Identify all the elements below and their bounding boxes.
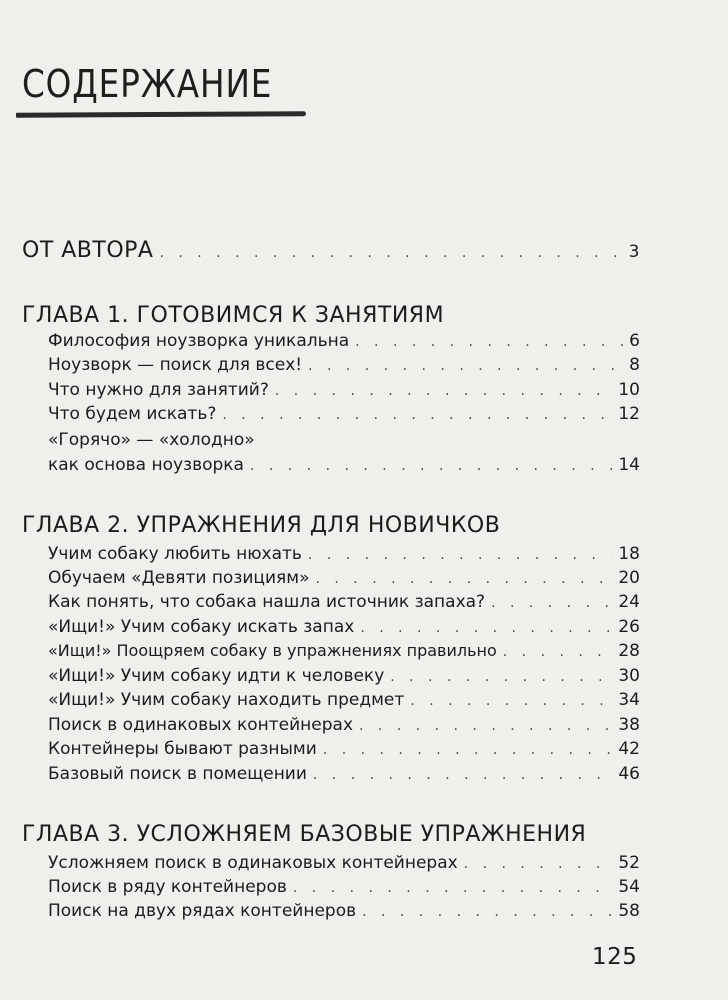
toc-entry-label: «Ищи!» Учим собаку идти к человеку xyxy=(48,666,385,686)
dot-leader xyxy=(313,767,612,783)
dot-leader xyxy=(316,571,613,587)
toc-entry-label: Философия ноузворка уникальна xyxy=(48,331,350,351)
toc-page-number: 3 xyxy=(628,242,640,262)
page-number: 125 xyxy=(592,944,638,970)
toc-entry[interactable] xyxy=(48,592,640,612)
toc-page-number: 34 xyxy=(618,690,640,710)
toc-entry-label: Контейнеры бывают разными xyxy=(48,739,317,759)
toc-entry[interactable] xyxy=(48,404,640,424)
page-title: СОДЕРЖАНИЕ xyxy=(22,62,273,106)
dot-leader xyxy=(360,620,612,636)
dot-leader xyxy=(464,856,613,872)
toc-entry-label: Что нужно для занятий? xyxy=(48,380,269,400)
toc-entry-label: Обучаем «Девяти позициям» xyxy=(48,568,310,588)
dot-leader xyxy=(390,669,612,685)
dot-leader xyxy=(293,880,612,896)
toc-entry-label: Поиск в ряду контейнеров xyxy=(48,877,287,897)
toc-author-label: ОТ АВТОРА xyxy=(22,238,154,263)
toc-entry-label: Как понять, что собака нашла источник запаха? xyxy=(48,592,486,612)
toc-page-number: 52 xyxy=(618,853,640,873)
dot-leader xyxy=(159,245,622,261)
toc-entry[interactable] xyxy=(48,641,640,661)
toc-page-number: 26 xyxy=(618,617,640,637)
toc-entry-label: «Ищи!» Поощряем собаку в упражнениях правильно xyxy=(48,641,497,660)
toc-page-number: 46 xyxy=(618,764,640,784)
toc-entry-label-line1[interactable]: «Горячо» — «холодно» xyxy=(48,430,255,450)
toc-page-number: 8 xyxy=(629,355,640,375)
toc-entry[interactable] xyxy=(48,715,640,735)
toc-entry[interactable] xyxy=(48,355,640,375)
toc-entry-label: Усложняем поиск в одинаковых контейнерах xyxy=(48,853,458,873)
toc-entry[interactable] xyxy=(48,901,640,921)
chapter-heading-3[interactable]: ГЛАВА 3. УСЛОЖНЯЕМ БАЗОВЫЕ УПРАЖНЕНИЯ xyxy=(22,822,587,847)
toc-entry-label: Ноузворк — поиск для всех! xyxy=(48,355,303,375)
toc-page-number: 6 xyxy=(629,331,640,351)
toc-page-number: 20 xyxy=(618,568,640,588)
toc-entry[interactable] xyxy=(48,617,640,637)
toc-entry[interactable] xyxy=(48,690,640,710)
toc-entry[interactable] xyxy=(48,568,640,588)
dot-leader xyxy=(275,383,613,399)
toc-entry[interactable] xyxy=(48,739,640,759)
toc-entry-label: «Ищи!» Учим собаку находить предмет xyxy=(48,690,405,710)
dot-leader xyxy=(222,407,612,423)
toc-entry-label: «Ищи!» Учим собаку искать запах xyxy=(48,617,355,637)
toc-page-number: 24 xyxy=(618,592,640,612)
toc-entry[interactable] xyxy=(48,764,640,784)
toc-page-number: 54 xyxy=(618,877,640,897)
toc-entry[interactable] xyxy=(48,877,640,897)
dot-leader xyxy=(308,358,623,374)
dot-leader xyxy=(308,547,612,563)
toc-entry[interactable] xyxy=(48,666,640,686)
toc-entry-label: Базовый поиск в помещении xyxy=(48,764,307,784)
dot-leader xyxy=(355,334,623,350)
toc-page-number: 58 xyxy=(618,901,640,921)
toc-entry[interactable] xyxy=(48,853,640,873)
toc-page-number: 42 xyxy=(618,739,640,759)
toc-page-number: 18 xyxy=(618,544,640,564)
toc-page-number: 38 xyxy=(618,715,640,735)
toc-entry[interactable] xyxy=(48,544,640,564)
toc-page-number: 10 xyxy=(618,380,640,400)
dot-leader xyxy=(250,458,612,474)
toc-entry[interactable] xyxy=(48,455,640,475)
toc-entry[interactable] xyxy=(48,380,640,400)
toc-entry-label: Учим собаку любить нюхать xyxy=(48,544,302,564)
dot-leader xyxy=(410,693,612,709)
dot-leader xyxy=(359,718,612,734)
toc-page-number: 12 xyxy=(618,404,640,424)
dot-leader xyxy=(323,742,613,758)
toc-entry[interactable] xyxy=(48,331,640,351)
toc-entry-label: Что будем искать? xyxy=(48,404,217,424)
chapter-heading-1[interactable]: ГЛАВА 1. ГОТОВИМСЯ К ЗАНЯТИЯМ xyxy=(22,303,445,328)
toc-entry-label: как основа ноузворка xyxy=(48,455,244,475)
dot-leader xyxy=(491,595,612,611)
dot-leader xyxy=(362,904,612,920)
toc-entry-label: Поиск на двух рядах контейнеров xyxy=(48,901,357,921)
toc-page-number: 30 xyxy=(618,666,640,686)
chapter-heading-2[interactable]: ГЛАВА 2. УПРАЖНЕНИЯ ДЛЯ НОВИЧКОВ xyxy=(22,513,501,538)
toc-author-row[interactable] xyxy=(22,238,640,263)
dot-leader xyxy=(503,644,613,660)
toc-entry-label: Поиск в одинаковых контейнерах xyxy=(48,715,354,735)
toc-page-number: 14 xyxy=(618,455,640,475)
toc-page-number: 28 xyxy=(618,641,640,661)
